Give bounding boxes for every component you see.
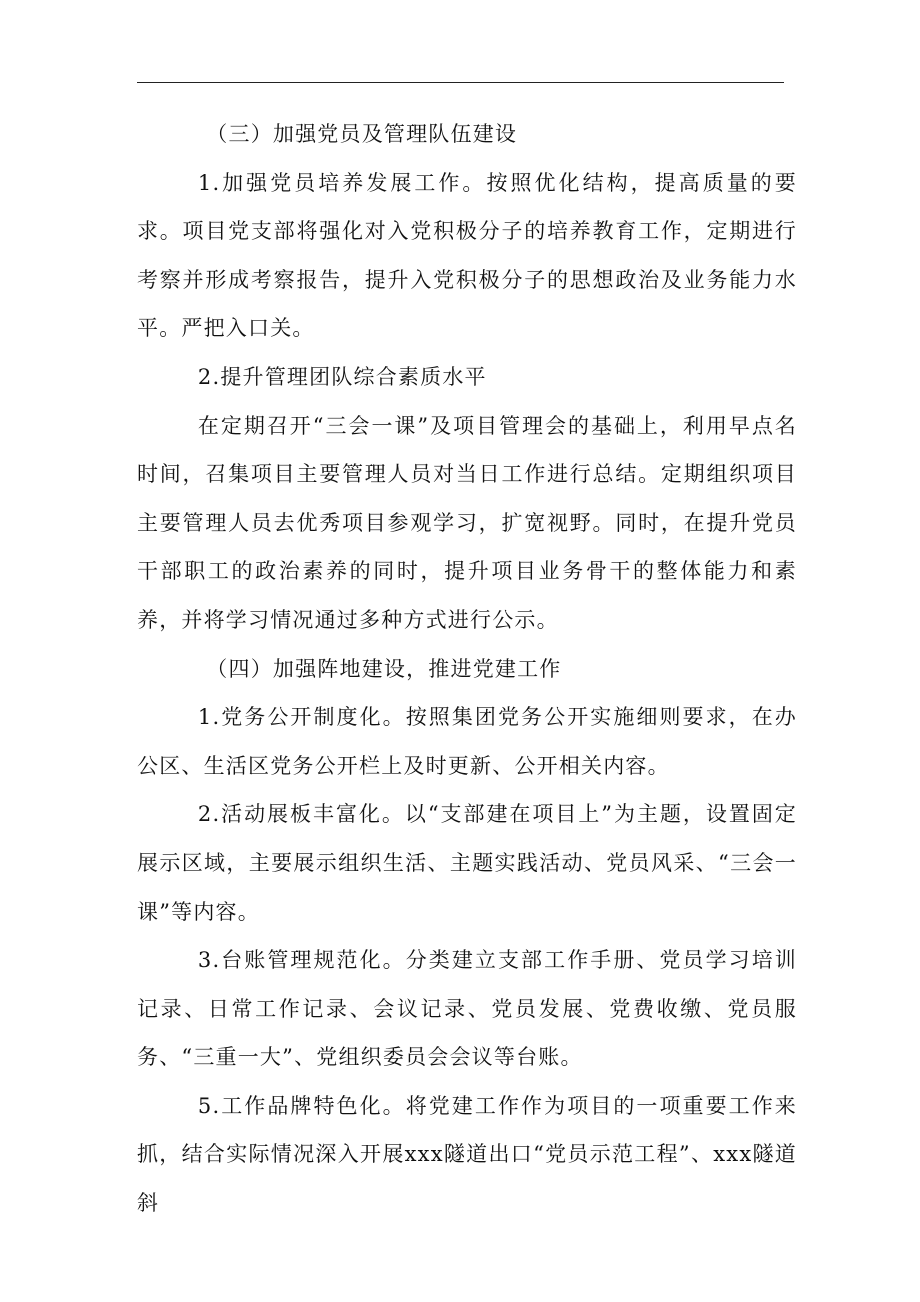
paragraph-ledger-management: 3.台账管理规范化。分类建立支部工作手册、党员学习培训记录、日常工作记录、会议记录、党员发展、党费收缴、党员服务、“三重一大”、党组织委员会会议等台账。: [137, 948, 797, 1070]
paragraph-party-member-development: 1.加强党员培养发展工作。按照优化结构，提高质量的要求。项目党支部将强化对入党积极分子的培养教育工作，定期进行考察并形成考察报告，提升入党积极分子的思想政治及业务能力水平。严把入口关。: [137, 170, 797, 341]
section-heading-3: （三）加强党员及管理队伍建设: [206, 122, 518, 146]
paragraph-management-team-title: 2.提升管理团队综合素质水平: [197, 364, 487, 389]
header-rule: [137, 82, 784, 83]
paragraph-work-brand: 5.工作品牌特色化。将党建工作作为项目的一项重要工作来抓，结合实际情况深入开展xxx隧道出口“党员示范工程”、xxx隧道斜: [137, 1093, 797, 1216]
paragraph-affairs-disclosure: 1.党务公开制度化。按照集团党务公开实施细则要求，在办公区、生活区党务公开栏上及时更新、公开相关内容。: [137, 705, 797, 778]
document-body: [137, 110, 797, 1228]
section-heading-4: （四）加强阵地建设，推进党建工作: [206, 656, 562, 681]
paragraph-display-boards: 2.活动展板丰富化。以“支部建在项目上”为主题，设置固定展示区域，主要展示组织生活、主题实践活动、党员风采、“三会一课”等内容。: [137, 802, 797, 924]
paragraph-management-team-body: 在定期召开“三会一课”及项目管理会的基础上，利用早点名时间，召集项目主要管理人员对当日工作进行总结。定期组织项目主要管理人员去优秀项目参观学习，扩宽视野。同时，在提升党员干部职工的政治素养的同时，提升项目业务骨干的整体能力和素养，并将学习情况通过多种方式进行公示。: [137, 413, 797, 632]
